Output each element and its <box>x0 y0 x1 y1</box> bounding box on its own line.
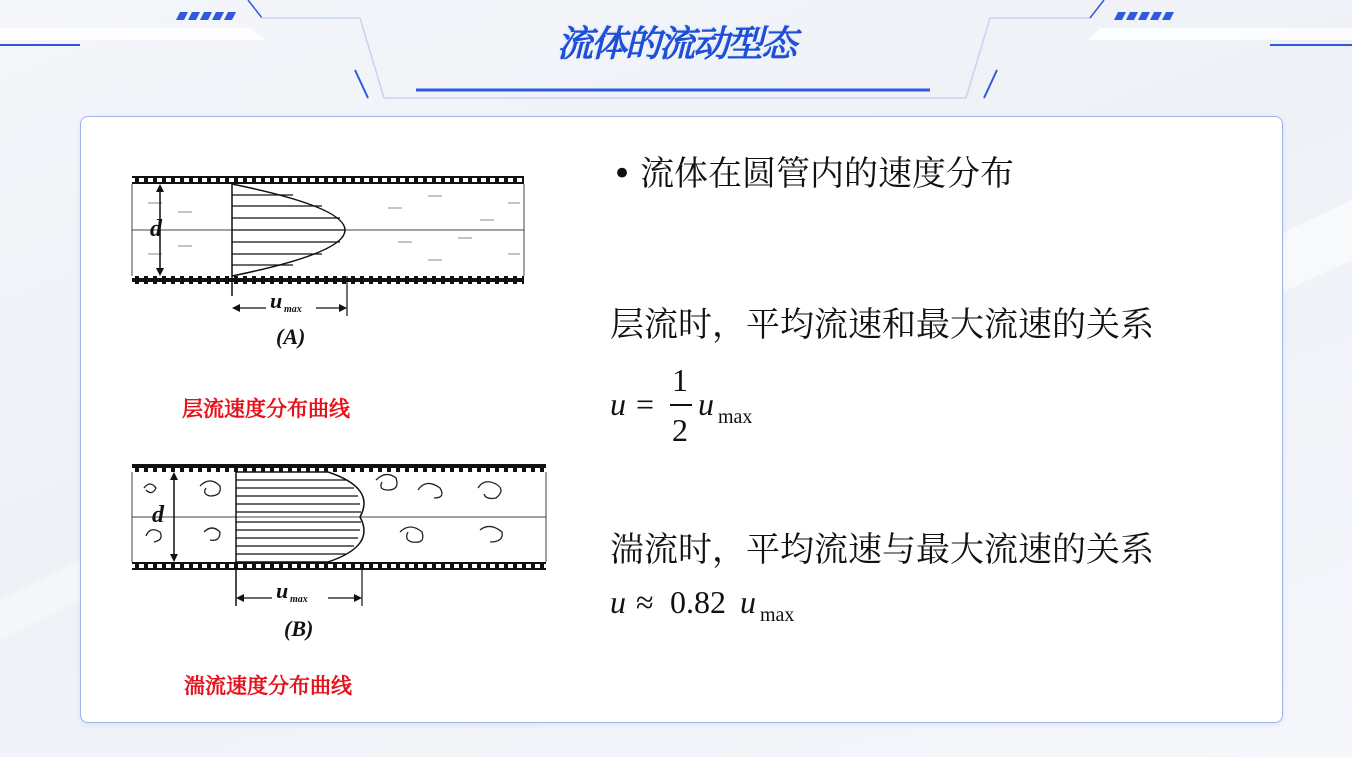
formula-subscript: max <box>718 406 753 428</box>
pipe-top-wall <box>132 464 546 472</box>
formula-subscript: max <box>760 604 795 626</box>
pipe-bottom-wall <box>132 276 524 284</box>
u-max-label: u <box>270 288 283 313</box>
fraction-bar <box>670 404 692 406</box>
laminar-profile-figure <box>128 168 528 353</box>
figure-a-tag: (A) <box>276 324 306 349</box>
formula-operator: = <box>636 386 655 422</box>
heading-text: 流体在圆管内的速度分布 <box>640 154 1015 194</box>
laminar-relation-text: 层流时，平均流速和最大流速的关系 <box>610 305 1154 345</box>
figure-b-tag: (B) <box>284 616 314 641</box>
pipe-bottom-wall <box>132 562 546 570</box>
turbulent-caption: 湍流速度分布曲线 <box>184 673 352 698</box>
velocity-distribution-heading <box>612 146 1014 195</box>
turbulent-relation-text: 湍流时，平均流速与最大流速的关系 <box>610 530 1154 570</box>
u-max-subscript: max <box>290 594 308 605</box>
eddy-swirls <box>144 474 502 542</box>
bullet-marker: • <box>612 154 633 194</box>
slide-title: 流体的流动型态 <box>556 24 795 65</box>
laminar-caption: 层流速度分布曲线 <box>182 396 350 421</box>
turbulent-profile-figure <box>128 458 550 648</box>
fraction-denominator: 2 <box>672 412 688 448</box>
formula-lhs: u <box>610 386 626 422</box>
pipe-top-wall <box>132 176 524 184</box>
fraction-numerator: 1 <box>672 362 688 398</box>
laminar-formula <box>610 362 780 452</box>
u-max-label: u <box>276 578 289 603</box>
u-max-subscript: max <box>284 304 302 315</box>
formula-coefficient: 0.82 <box>670 584 726 620</box>
formula-variable: u <box>698 386 714 422</box>
formula-lhs: u <box>610 584 626 620</box>
formula-variable: u <box>740 584 756 620</box>
formula-operator: ≈ <box>636 584 654 620</box>
turbulent-formula <box>610 582 830 632</box>
diameter-label: d <box>152 502 164 528</box>
diameter-label: d <box>150 216 162 242</box>
